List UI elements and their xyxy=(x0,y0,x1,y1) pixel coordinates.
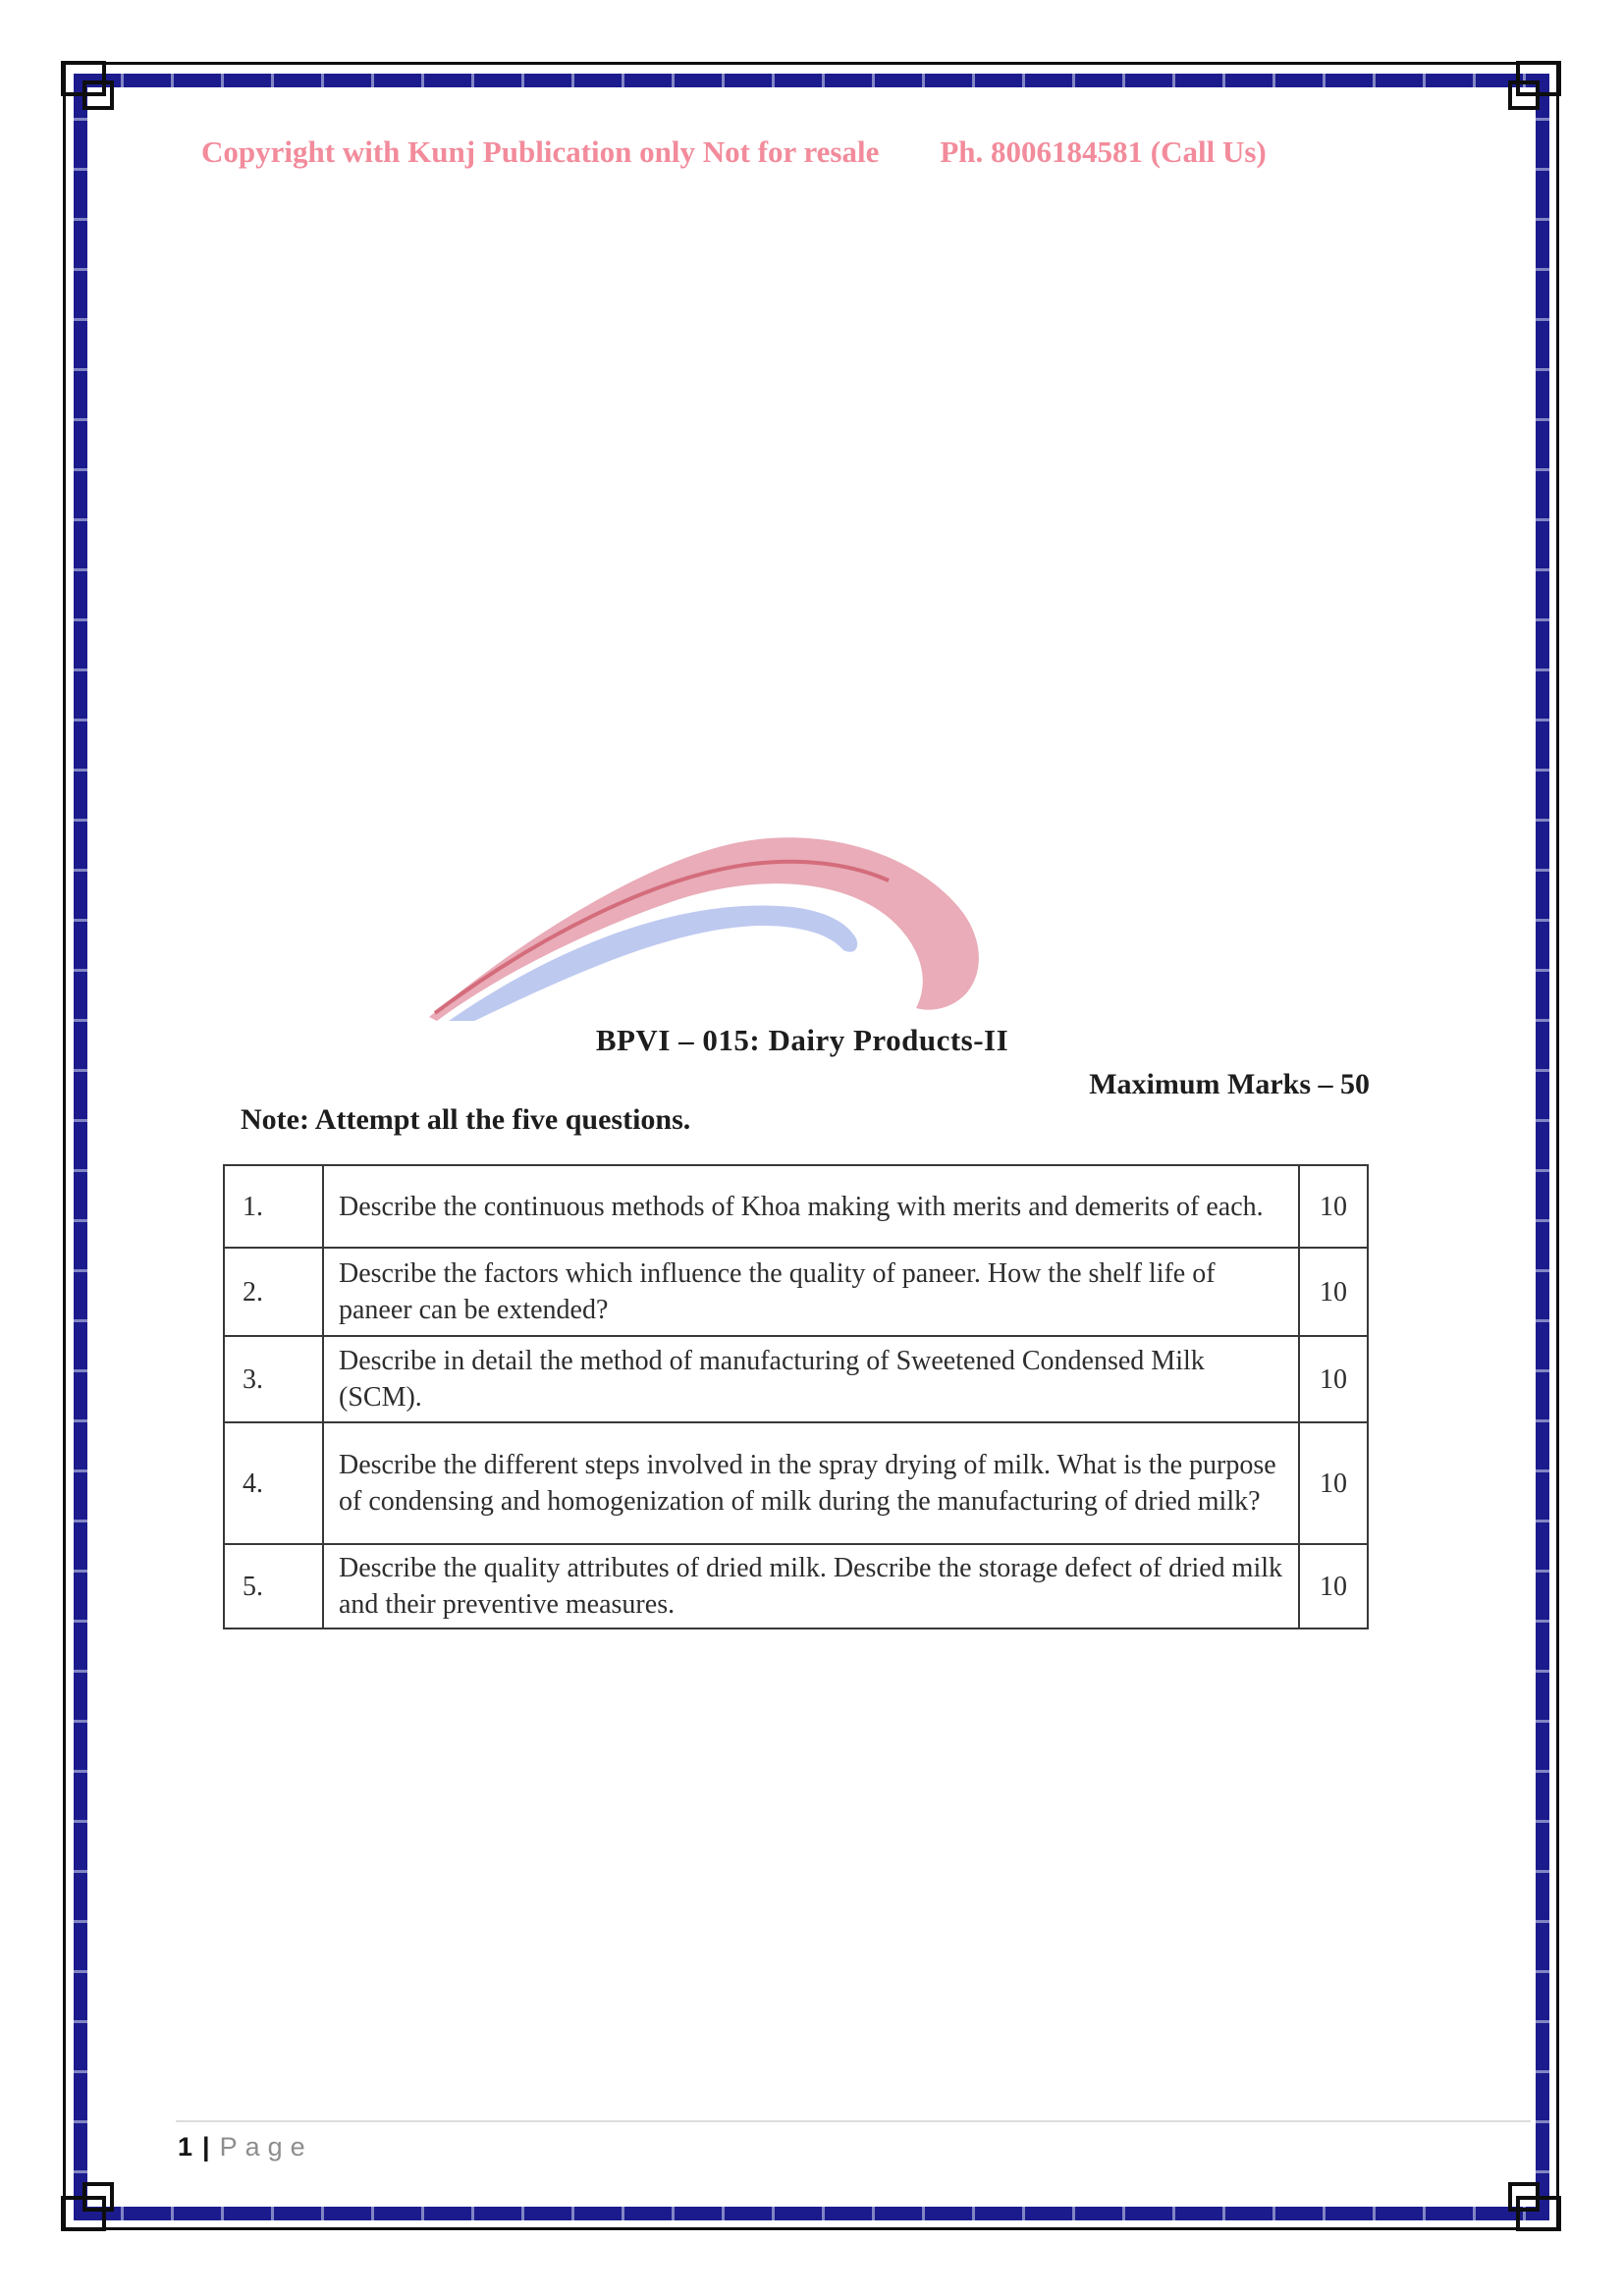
page-label: Page xyxy=(219,2132,313,2162)
question-number: 5. xyxy=(224,1544,323,1629)
question-number: 1. xyxy=(224,1165,323,1248)
question-row xyxy=(224,1422,1368,1544)
question-text: Describe the quality attributes of dried milk. Describe the storage defect of dried milk and their preventive measures. xyxy=(323,1544,1299,1629)
question-number: 2. xyxy=(224,1248,323,1336)
question-number: 4. xyxy=(224,1422,323,1544)
copyright-header xyxy=(201,134,1428,170)
phone-text: Ph. 8006184581 (Call Us) xyxy=(940,134,1267,169)
page-border-band-left xyxy=(74,74,87,2220)
footer-divider xyxy=(176,2120,1531,2122)
question-marks: 10 xyxy=(1299,1544,1368,1629)
question-marks: 10 xyxy=(1299,1165,1368,1248)
question-marks: 10 xyxy=(1299,1336,1368,1422)
paper-title: BPVI – 015: Dairy Products-II xyxy=(595,1023,1009,1057)
corner-ornament-icon xyxy=(1508,2182,1540,2212)
question-marks: 10 xyxy=(1299,1248,1368,1336)
max-marks-label: Maximum Marks – 50 xyxy=(1089,1068,1370,1100)
page-border-band-top xyxy=(74,74,1549,87)
question-text: Describe the factors which influence the quality of paneer. How the shelf life of paneer can be extended? xyxy=(323,1248,1299,1336)
page-footer xyxy=(178,2132,313,2163)
question-text: Describe in detail the method of manufacturing of Sweetened Condensed Milk (SCM). xyxy=(323,1336,1299,1422)
question-text: Describe the different steps involved in the spray drying of milk. What is the purpose of condensing and homogenization of milk during the manufacturing of dried milk? xyxy=(323,1422,1299,1544)
page-number: 1 xyxy=(178,2132,193,2162)
publisher-swoosh-logo-icon xyxy=(427,825,992,1021)
question-row xyxy=(224,1336,1368,1422)
question-row xyxy=(224,1248,1368,1336)
questions-table xyxy=(223,1164,1369,1629)
question-text: Describe the continuous methods of Khoa making with merits and demerits of each. xyxy=(323,1165,1299,1248)
corner-ornament-icon xyxy=(1508,80,1540,110)
question-row xyxy=(224,1544,1368,1629)
question-marks: 10 xyxy=(1299,1422,1368,1544)
corner-ornament-icon xyxy=(82,2182,114,2212)
copyright-text: Copyright with Kunj Publication only Not for resale xyxy=(201,134,880,169)
question-number: 3. xyxy=(224,1336,323,1422)
page-border-band-bottom xyxy=(74,2207,1549,2220)
questions-table-body xyxy=(224,1165,1368,1629)
page-border-outer-line xyxy=(63,62,1559,2230)
footer-separator: | xyxy=(202,2132,210,2162)
question-row xyxy=(224,1165,1368,1248)
page-border-band-right xyxy=(1536,74,1549,2220)
corner-ornament-icon xyxy=(82,80,114,110)
note-label: Note: Attempt all the five questions. xyxy=(241,1103,691,1136)
